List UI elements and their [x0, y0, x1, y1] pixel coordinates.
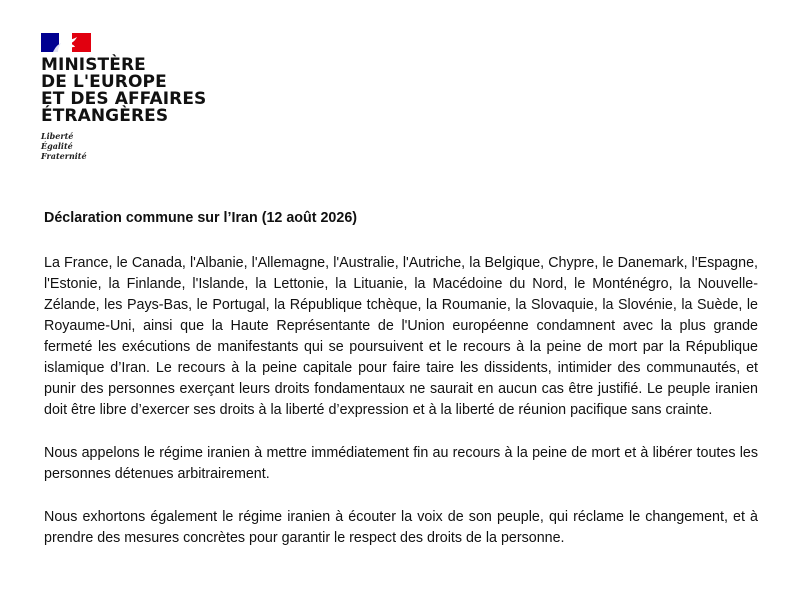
ministry-name-line-2: DE L'EUROPE [41, 72, 167, 92]
ministry-name-line-4: ÉTRANGÈRES [41, 106, 169, 126]
declaration-body [44, 208, 758, 571]
ministry-name-line-3: ET DES AFFAIRES [41, 89, 207, 109]
ministry-name [41, 57, 241, 125]
declaration-paragraph-3: Nous exhortons également le régime iranien à écouter la voix de son peuple, qui réclame le changement, et à prendre des mesures concrètes pour garantir le respect des droits de la personne. [44, 509, 758, 546]
flag-red-band [72, 33, 91, 52]
declaration-paragraph-2: Nous appelons le régime iranien à mettre immédiatement fin au recours à la peine de mort et à libérer toutes les personnes détenues arbitrairement. [44, 445, 758, 482]
ministry-logo [41, 33, 241, 161]
declaration-paragraph-1: La France, le Canada, l'Albanie, l'Allemagne, l'Australie, l'Autriche, la Belgique, Chypre, le Danemark, l'Espagne, l'Estonie, la Finlande, l'Islande, la Lettonie, la Lituanie, la Macédoine du Nord, le Monténégro, la Nouvelle-Zélande, les Pays-Bas, le Portugal, la République tchèque, la Roumanie, la Slovaquie, la Slovénie, la Suède, le Royaume-Uni, ainsi que la Haute Représentante de l'Union européenne condamnent avec la plus grande fermeté les exécutions de manifestants qui se poursuivent et le recours à la peine de mort par la République islamique d’Iran. Le recours à la peine capitale pour faire taire les dissidents, intimider des communautés, et punir des personnes exerçant leurs droits fondamentaux ne saurait en aucun cas être justifié. Le peuple iranien doit être libre d’exercer ses droits à la liberté d’expression et à la liberté de réunion pacifique sans crainte. [44, 255, 758, 418]
marianne-flag-icon [41, 33, 91, 52]
republic-motto [41, 131, 241, 161]
ministry-name-line-1: MINISTÈRE [41, 55, 146, 75]
motto-egalite: Égalité [41, 141, 73, 151]
motto-fraternite: Fraternité [41, 151, 87, 161]
declaration-title: Déclaration commune sur l’Iran (12 août 2026) [44, 210, 358, 226]
motto-liberte: Liberté [41, 131, 74, 141]
